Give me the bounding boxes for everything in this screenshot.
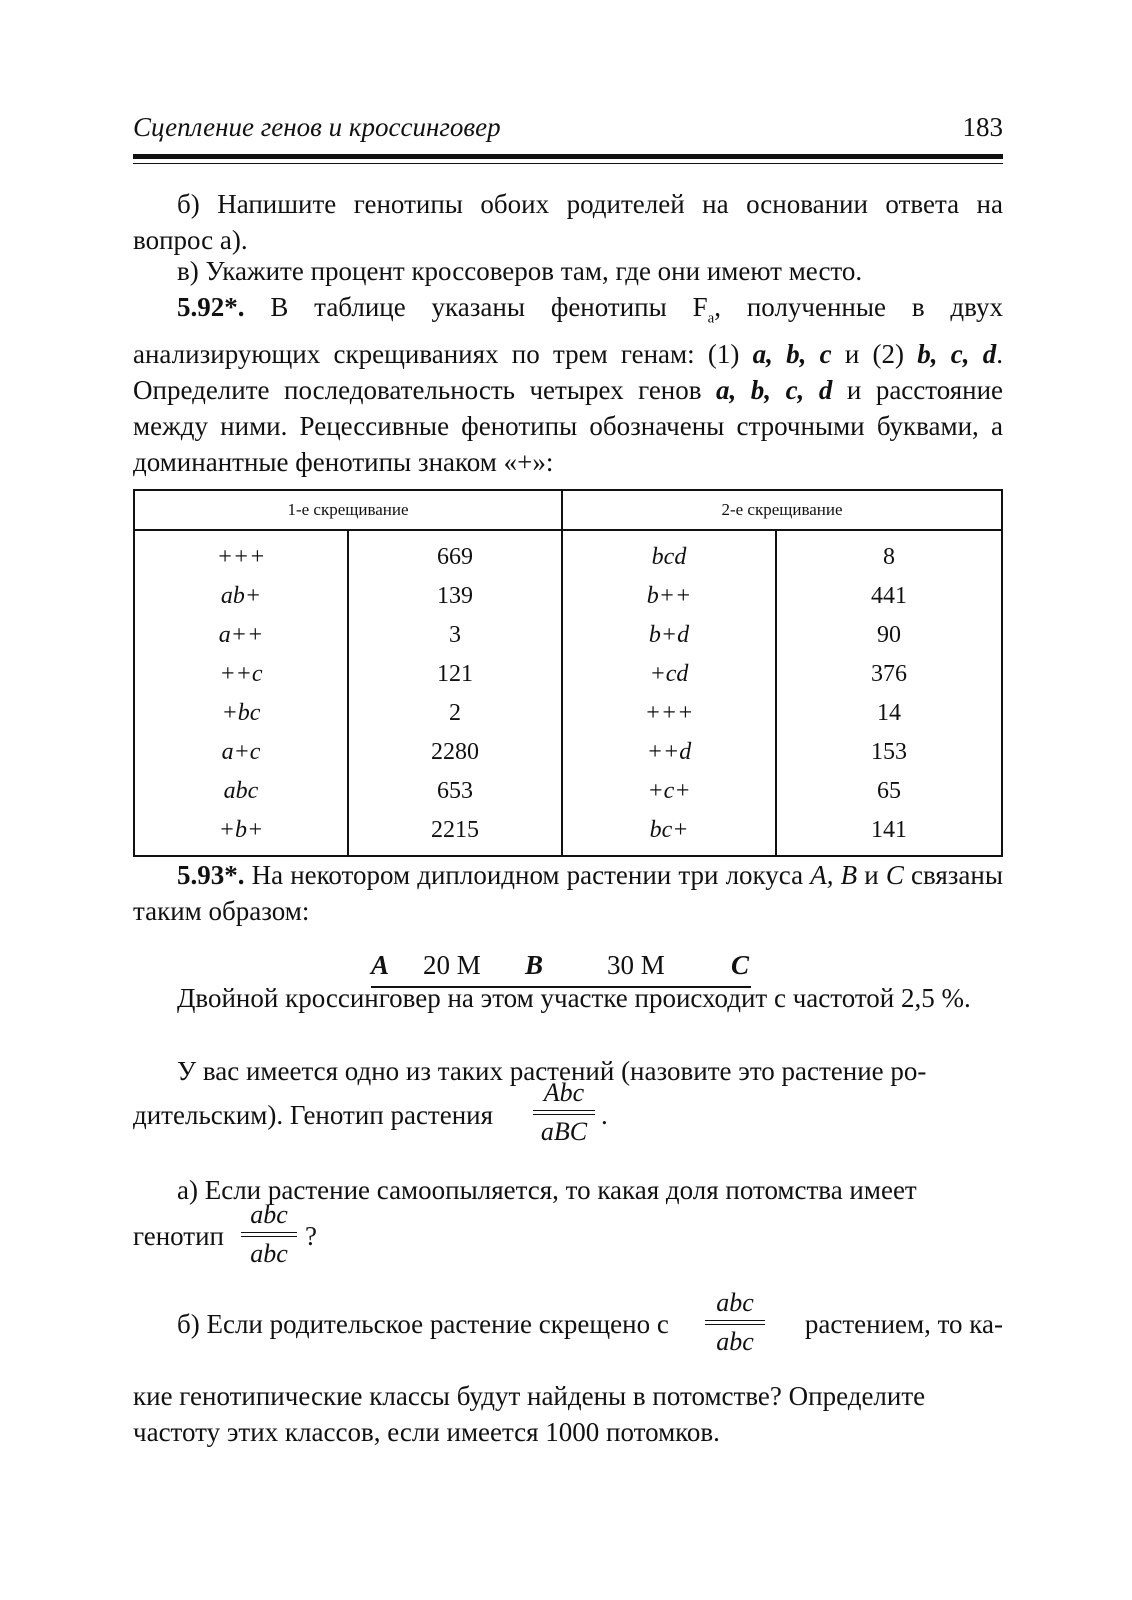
gene-list: b, c, d	[917, 339, 997, 370]
table-row	[134, 694, 1002, 733]
problem-number: 5.93*.	[177, 860, 245, 890]
count-cell: 14	[776, 694, 1002, 733]
text: , полученные в двух анализирующих скрещиваниях по трем генам: (1)	[133, 292, 1003, 370]
table-row	[134, 733, 1002, 772]
question-b-start: б) Если родительское растение скрещено с	[177, 1309, 669, 1339]
count-cell: 653	[348, 772, 562, 811]
page-number: 183	[962, 112, 1003, 142]
header-rule-thin	[133, 163, 1003, 164]
fraction-denominator: abc	[716, 1327, 754, 1356]
problem-number: 5.92*.	[177, 292, 245, 322]
table-row	[134, 616, 1002, 655]
fraction-bar	[241, 1232, 297, 1237]
count-cell: 669	[348, 530, 562, 577]
table-header-cross-2: 2-е скрещивание	[562, 490, 1002, 530]
problem-5-92	[133, 289, 1003, 480]
map-locus-b: B	[525, 950, 544, 980]
count-cell: 141	[776, 811, 1002, 856]
double-crossover-text: Двойной кроссинговер на этом участке происходит с частотой 2,5 %.	[177, 983, 971, 1013]
map-distance-ab: 20 M	[423, 950, 481, 980]
phenotype-cell: ++c	[134, 655, 348, 694]
genotype-fraction	[241, 1200, 297, 1269]
count-cell: 139	[348, 577, 562, 616]
text: В таблице указаны фенотипы F	[244, 292, 708, 322]
plant-line-2: дительским). Генотип растения	[133, 1100, 494, 1130]
period: .	[601, 1100, 608, 1130]
locus-c: C	[885, 860, 904, 890]
count-cell: 2	[348, 694, 562, 733]
question-b-line-2: кие генотипические классы будут найдены в потомстве? Определите	[133, 1381, 926, 1411]
running-header	[133, 112, 1003, 152]
text: . Определите последовательность четырех генов	[133, 339, 1004, 406]
genotype-fraction	[533, 1078, 595, 1147]
count-cell: 2280	[348, 733, 562, 772]
text: На некотором диплоидном растении три локуса	[244, 860, 811, 890]
text: связаны таким образом:	[133, 860, 1003, 926]
question-b-line-3: частоту этих классов, если имеется 1000 потомков.	[133, 1417, 720, 1447]
map-distance-bc: 30 M	[607, 950, 665, 980]
subscript: а	[707, 310, 715, 327]
question-b: б) Напишите генотипы обоих родителей на основании ответа на вопрос а).	[133, 189, 1003, 255]
phenotype-cell: +c+	[562, 772, 776, 811]
phenotype-cell: b++	[562, 577, 776, 616]
loci: A, B	[810, 860, 858, 890]
phenotype-cell: bc+	[562, 811, 776, 856]
phenotype-cell: a+c	[134, 733, 348, 772]
phenotype-cell: +bc	[134, 694, 348, 733]
table-header-cross-1: 1-е скрещивание	[134, 490, 562, 530]
question-v: в) Укажите процент кроссоверов там, где они имеют место.	[177, 256, 863, 286]
genotype-fraction	[705, 1288, 765, 1357]
table-row	[134, 577, 1002, 616]
table-row	[134, 772, 1002, 811]
table-row	[134, 811, 1002, 856]
count-cell: 441	[776, 577, 1002, 616]
gene-list: a, b, c	[752, 339, 832, 370]
phenotype-cell: ++d	[562, 733, 776, 772]
phenotype-cell: +b+	[134, 811, 348, 856]
question-a-line-1: а) Если растение самоопыляется, то какая доля потомства имеет	[177, 1175, 917, 1205]
text: и расстояние между ними. Рецессивные фенотипы обозначены строчными буквами, а доминантные фенотипы знаком «+»:	[133, 375, 1003, 478]
problem-5-93	[133, 857, 1003, 929]
gene-list: a, b, c, d	[716, 375, 833, 406]
count-cell: 3	[348, 616, 562, 655]
phenotype-cell: +++	[134, 530, 348, 577]
plant-line-1: У вас имеется одно из таких растений (назовите это растение ро-	[177, 1056, 927, 1086]
count-cell: 153	[776, 733, 1002, 772]
phenotype-cell: b+d	[562, 616, 776, 655]
count-cell: 121	[348, 655, 562, 694]
count-cell: 376	[776, 655, 1002, 694]
fraction-bar	[705, 1320, 765, 1325]
phenotype-table	[133, 489, 1003, 857]
fraction-numerator: abc	[716, 1288, 754, 1317]
count-cell: 90	[776, 616, 1002, 655]
header-rule-thick	[133, 154, 1003, 159]
count-cell: 2215	[348, 811, 562, 856]
map-locus-c: C	[731, 950, 750, 980]
count-cell: 65	[776, 772, 1002, 811]
question-b-after: растением, то ка-	[804, 1309, 1003, 1339]
map-locus-a: A	[371, 950, 390, 980]
phenotype-cell: abc	[134, 772, 348, 811]
question-a-line-2: генотип	[133, 1221, 224, 1251]
fraction-bar	[533, 1110, 595, 1115]
phenotype-cell: bcd	[562, 530, 776, 577]
fraction-numerator: Abc	[543, 1078, 585, 1107]
count-cell: 8	[776, 530, 1002, 577]
question-mark: ?	[305, 1221, 317, 1251]
phenotype-cell: ab+	[134, 577, 348, 616]
fraction-denominator: abc	[250, 1239, 288, 1268]
running-title: Сцепление генов и кроссинговер	[133, 112, 501, 142]
phenotype-cell: a++	[134, 616, 348, 655]
phenotype-cell: +++	[562, 694, 776, 733]
phenotype-cell: +cd	[562, 655, 776, 694]
table-row	[134, 530, 1002, 577]
fraction-denominator: aBC	[540, 1117, 588, 1146]
table-row	[134, 655, 1002, 694]
text: и	[857, 860, 886, 890]
fraction-numerator: abc	[250, 1200, 288, 1229]
text: и (2)	[831, 339, 918, 370]
